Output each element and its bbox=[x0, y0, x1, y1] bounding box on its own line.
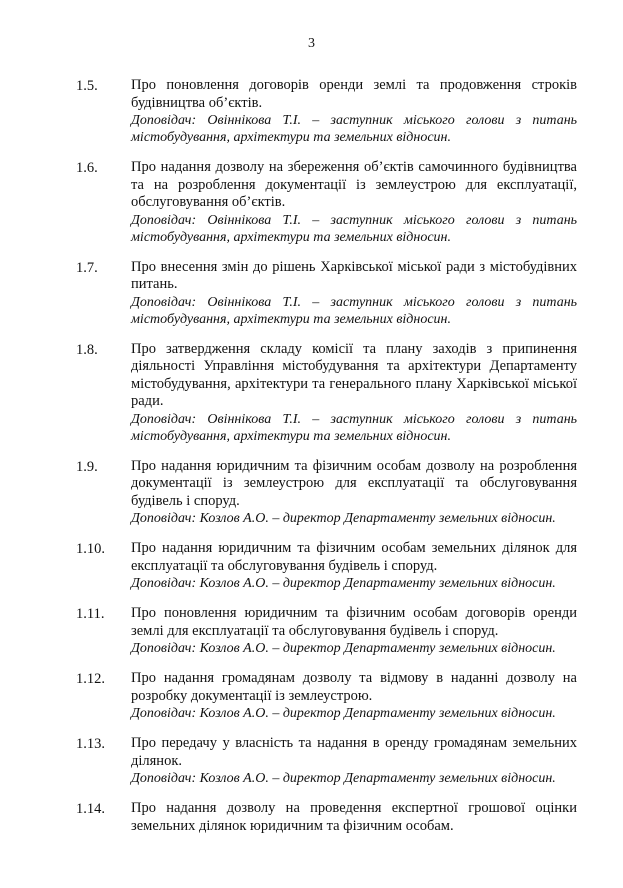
speaker-name: Овіннікова Т.І. – заступник міського голови з питань містобудування, архітектури та земельних відносин. bbox=[131, 113, 578, 145]
speaker-label: Доповідач: bbox=[131, 706, 197, 721]
item-speaker bbox=[131, 212, 577, 246]
agenda-item bbox=[0, 159, 623, 246]
item-speaker bbox=[131, 640, 577, 657]
speaker-name: Козлов А.О. – директор Департаменту земельних відносин. bbox=[199, 511, 556, 526]
speaker-name: Козлов А.О. – директор Департаменту земельних відносин. bbox=[199, 576, 556, 591]
agenda-item bbox=[0, 341, 623, 445]
item-title: Про надання юридичним та фізичним особам дозволу на розроблення документації із землеустрою для експлуатації та обслуговування будівель і споруд. bbox=[131, 457, 577, 509]
item-speaker bbox=[131, 705, 577, 722]
item-number: 1.9. bbox=[76, 458, 98, 475]
speaker-name: Козлов А.О. – директор Департаменту земельних відносин. bbox=[199, 641, 556, 656]
speaker-label: Доповідач: bbox=[131, 641, 197, 656]
speaker-label: Доповідач: bbox=[131, 511, 197, 526]
agenda-item bbox=[0, 800, 623, 835]
item-title: Про поновлення юридичним та фізичним особам договорів оренди землі для експлуатації та обслуговування будівель і споруд. bbox=[131, 605, 577, 639]
item-number: 1.7. bbox=[76, 259, 98, 276]
item-speaker bbox=[131, 575, 577, 592]
item-title: Про внесення змін до рішень Харківської міської ради з містобудівних питань. bbox=[131, 258, 577, 292]
agenda-item bbox=[0, 458, 623, 528]
speaker-label: Доповідач: bbox=[131, 576, 197, 591]
item-speaker bbox=[131, 510, 577, 527]
agenda-item bbox=[0, 605, 623, 657]
agenda-item bbox=[0, 77, 623, 146]
speaker-label: Доповідач: bbox=[131, 411, 197, 427]
agenda-list bbox=[0, 77, 623, 848]
item-title: Про надання дозволу на проведення експертної грошової оцінки земельних ділянок юридичним та фізичним особам. bbox=[131, 800, 577, 834]
speaker-label: Доповідач: bbox=[131, 212, 197, 228]
item-title: Про поновлення договорів оренди землі та продовження строків будівництва об’єктів. bbox=[131, 77, 577, 111]
speaker-label: Доповідач: bbox=[131, 771, 197, 786]
item-number: 1.5. bbox=[76, 78, 98, 94]
agenda-item bbox=[0, 735, 623, 787]
page-number: 3 bbox=[308, 36, 315, 51]
speaker-name: Козлов А.О. – директор Департаменту земельних відносин. bbox=[199, 706, 556, 721]
item-speaker bbox=[131, 411, 577, 445]
speaker-label: Доповідач: bbox=[131, 294, 197, 310]
speaker-name: Овіннікова Т.І. – заступник міського голови з питань містобудування, архітектури та земельних відносин. bbox=[131, 294, 578, 327]
agenda-item bbox=[0, 670, 623, 722]
speaker-name: Овіннікова Т.І. – заступник міського голови з питань містобудування, архітектури та земельних відносин. bbox=[131, 411, 578, 444]
speaker-name: Овіннікова Т.І. – заступник міського голови з питань містобудування, архітектури та земельних відносин. bbox=[131, 212, 578, 245]
speaker-name: Козлов А.О. – директор Департаменту земельних відносин. bbox=[199, 771, 556, 786]
agenda-item bbox=[0, 540, 623, 592]
item-number: 1.8. bbox=[76, 341, 98, 358]
item-title: Про надання дозволу на збереження об’єктів самочинного будівництва та на розроблення документації із землеустрою для експлуатації, обслуговування об’єктів. bbox=[131, 159, 577, 210]
item-number: 1.10. bbox=[76, 541, 105, 557]
item-title: Про надання юридичним та фізичним особам земельних ділянок для експлуатації та обслуговування будівель і споруд. bbox=[131, 540, 577, 574]
item-title: Про затвердження складу комісії та плану заходів з припинення діяльності Управління містобудування та архітектури Департаменту містобудування, архітектури та генерального плану Харківської міської ради. bbox=[131, 340, 577, 409]
speaker-label: Доповідач: bbox=[131, 113, 197, 128]
item-number: 1.12. bbox=[76, 671, 105, 687]
item-title: Про надання громадянам дозволу та відмову в наданні дозволу на розробку документації із землеустрою. bbox=[131, 670, 577, 704]
item-title: Про передачу у власність та надання в оренду громадянам земельних ділянок. bbox=[131, 735, 577, 769]
item-speaker bbox=[131, 770, 577, 787]
item-number: 1.11. bbox=[76, 606, 105, 622]
item-speaker bbox=[131, 294, 577, 328]
item-number: 1.6. bbox=[76, 160, 98, 176]
agenda-item bbox=[0, 259, 623, 328]
item-number: 1.13. bbox=[76, 736, 105, 752]
item-number: 1.14. bbox=[76, 801, 105, 817]
item-speaker bbox=[131, 112, 577, 146]
